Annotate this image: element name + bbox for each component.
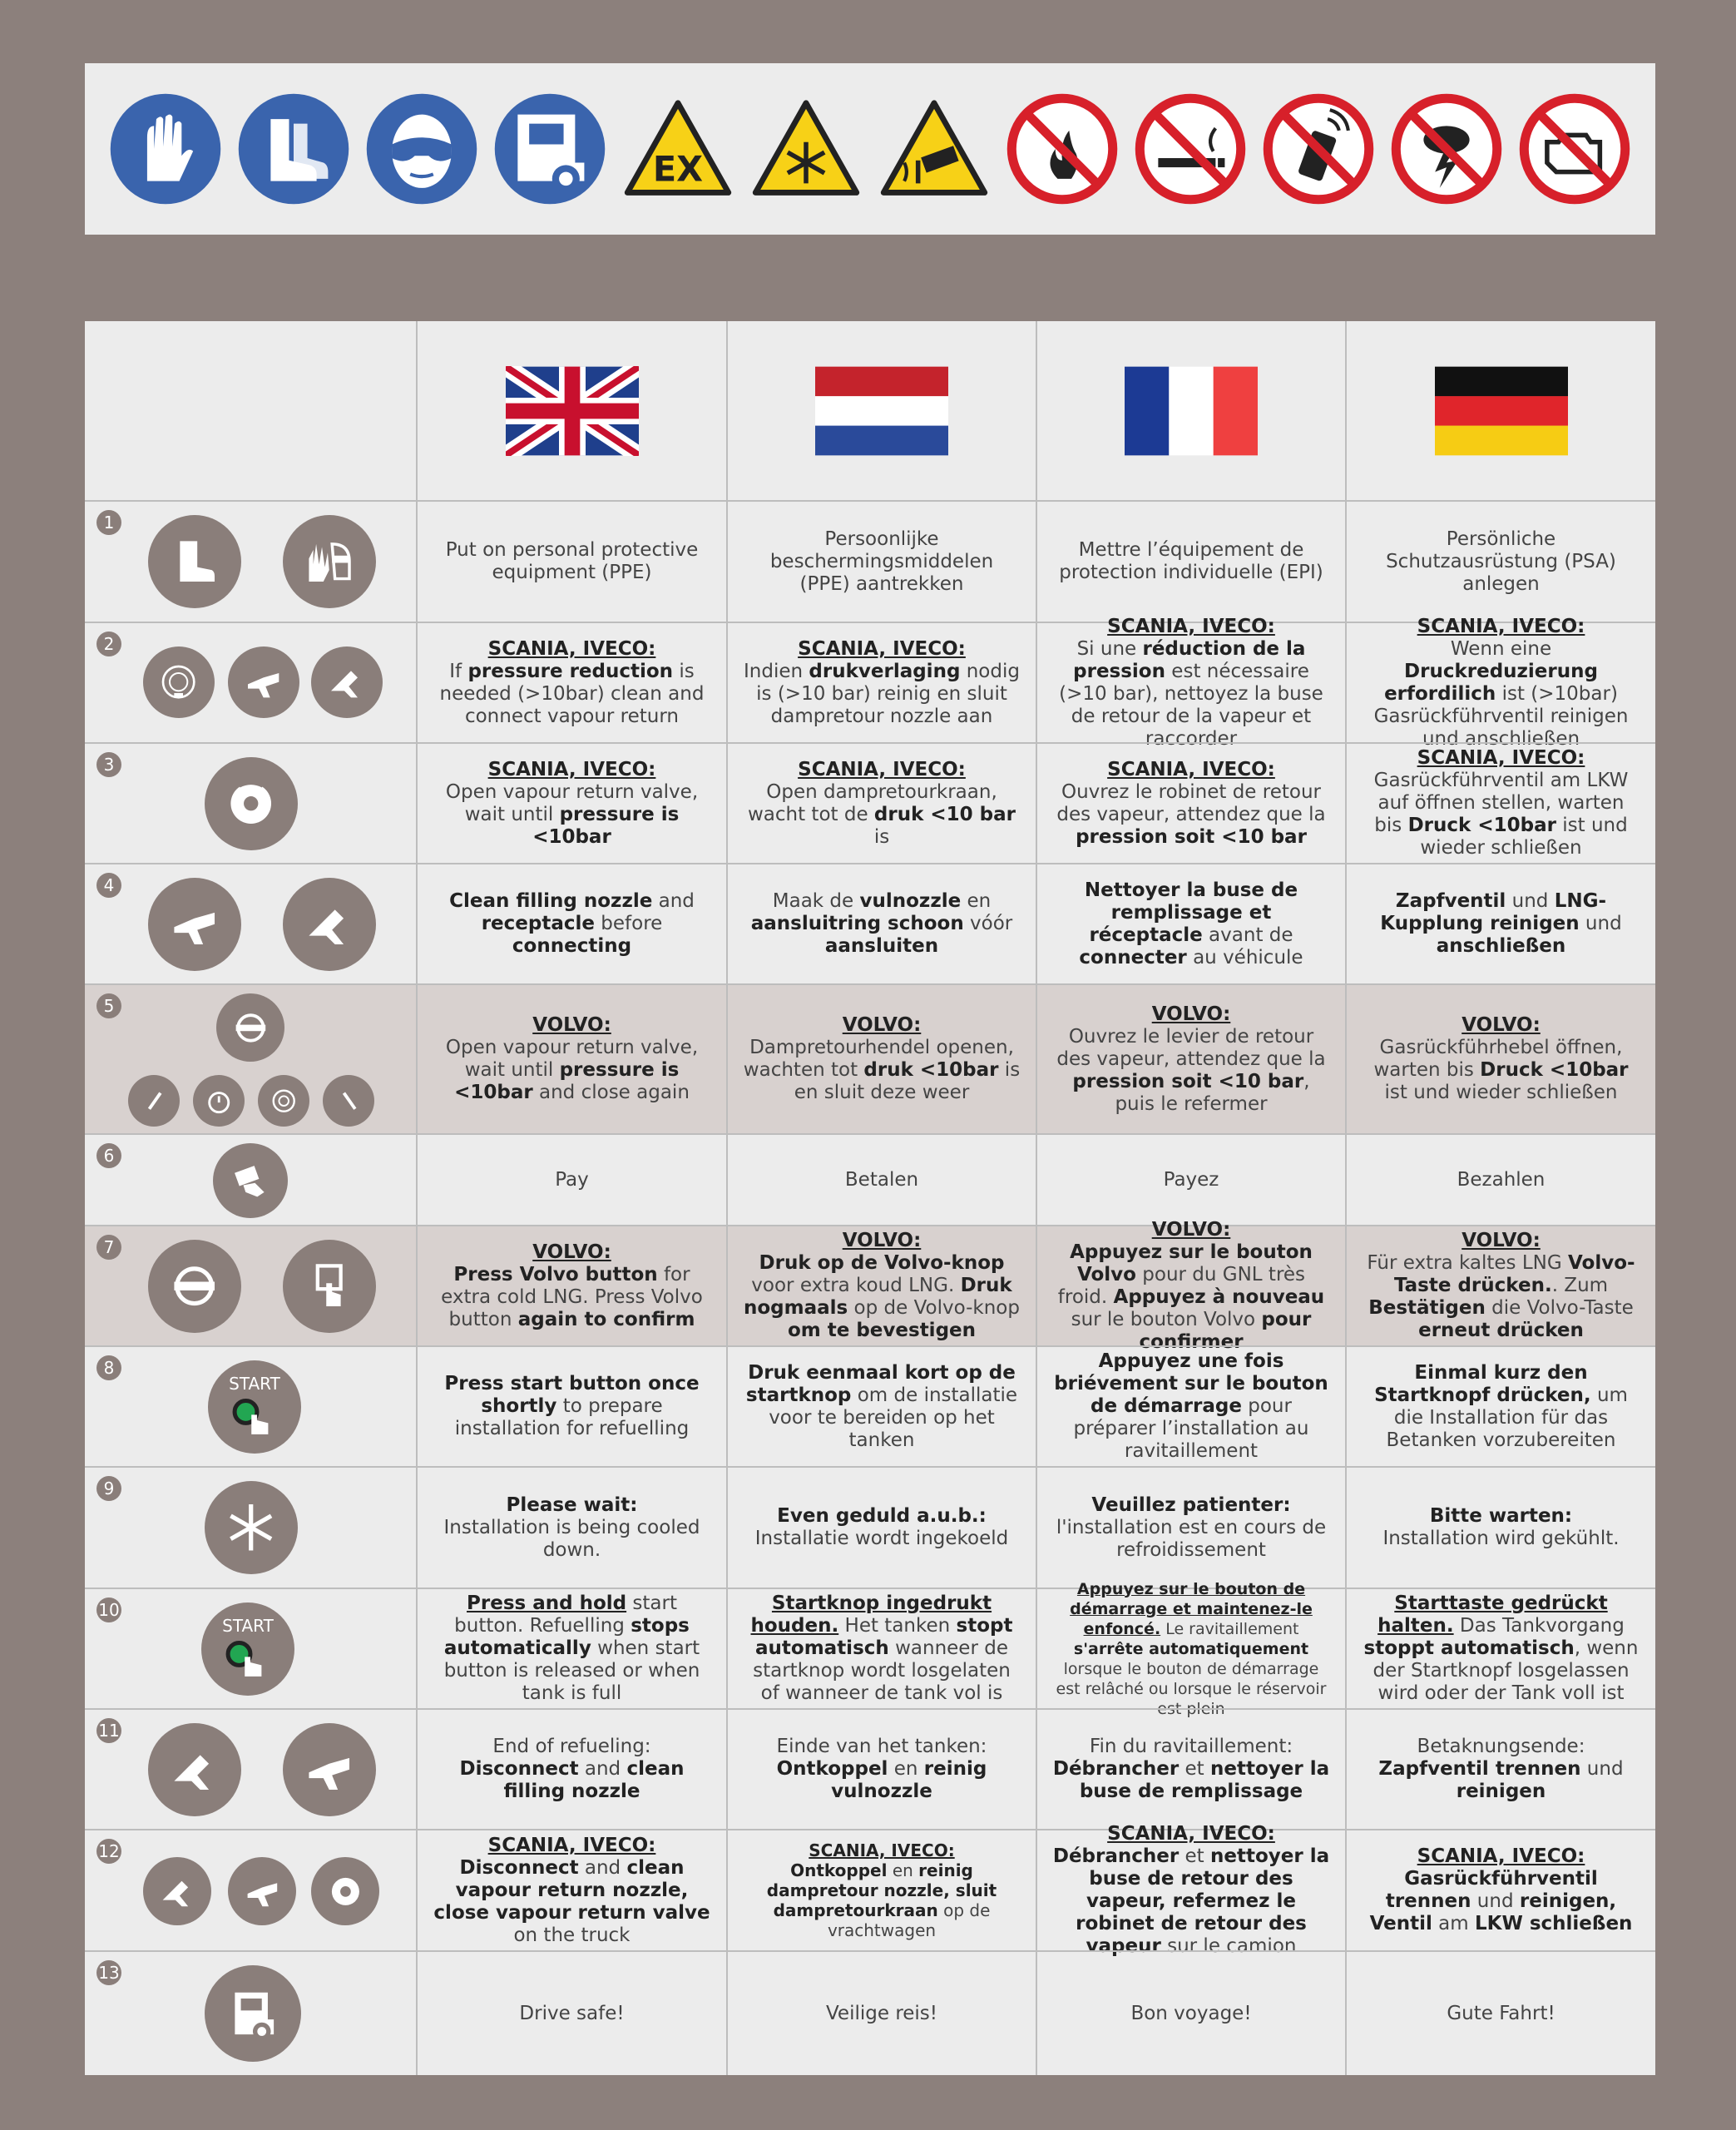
step-6-en: Pay xyxy=(416,1135,726,1225)
step-number: 9 xyxy=(96,1476,121,1501)
step-8-nl: Druk eenmaal kort op de startknop om de installatie voor te bereiden op het tanken xyxy=(726,1347,1036,1466)
step-2-de: SCANIA, IVECO: Wenn eine Druckreduzierung erfordilich ist (>10bar) Gasrückführventil reinigen und anschließen xyxy=(1345,623,1655,742)
step-3-en: SCANIA, IVECO: Open vapour return valve, wait until pressure is <10bar xyxy=(416,744,726,863)
start-label: START xyxy=(229,1374,280,1394)
pressure-gauge-icon xyxy=(258,1075,309,1127)
svg-text:EX: EX xyxy=(652,149,704,190)
step-4-nl: Maak de vulnozzle en aansluitring schoon vóór aansluiten xyxy=(726,864,1036,983)
fr-flag-icon xyxy=(1125,366,1258,456)
nozzle-clean-icon xyxy=(283,1723,376,1816)
step-9-fr: Veuillez patienter: l'installation est en cours de refroidissement xyxy=(1036,1468,1345,1588)
pay-card-icon xyxy=(213,1143,288,1218)
step-5-en: VOLVO: Open vapour return valve, wait until pressure is <10bar and close again xyxy=(416,985,726,1133)
press-button-icon xyxy=(283,1240,376,1333)
step-10-en: Press and hold start button. Refuelling stops automatically when start button is released or when tank is full xyxy=(416,1589,726,1708)
step-number: 12 xyxy=(96,1839,121,1864)
volvo-button-icon xyxy=(148,1240,241,1333)
step-row-13 xyxy=(85,1950,1655,2075)
step-4-fr: Nettoyer la buse de remplissage et réceptacle avant de connecter au véhicule xyxy=(1036,864,1345,983)
step-row-2 xyxy=(85,615,1655,750)
step-4-en: Clean filling nozzle and receptacle before connecting xyxy=(416,864,726,983)
step-number: 2 xyxy=(96,632,121,656)
step-11-nl: Einde van het tanken: Ontkoppel en reinig vulnozzle xyxy=(726,1710,1036,1829)
camera-warning-icon xyxy=(877,92,992,206)
step-2-nl: SCANIA, IVECO: Indien drukverlaging nodig is (>10 bar) reinig en sluit dampretour nozzle aan xyxy=(726,623,1036,742)
language-header-row xyxy=(85,321,1655,500)
lever-close-icon xyxy=(323,1075,374,1127)
step-number: 8 xyxy=(96,1355,121,1380)
step-10-nl: Startknop ingedrukt houden. Het tanken stopt automatisch wanneer de startknop wordt losgelaten of wanneer de tank vol is xyxy=(726,1589,1036,1708)
step-row-10 xyxy=(85,1579,1655,1718)
step-8-en: Press start button once shortly to prepare installation for refuelling xyxy=(416,1347,726,1466)
valve-close-icon xyxy=(311,1857,379,1925)
step-3-nl: SCANIA, IVECO: Open dampretourkraan, wacht tot de druk <10 bar is xyxy=(726,744,1036,863)
step-5-de: VOLVO: Gasrückführhebel öffnen, warten bis Druck <10bar ist und wieder schließen xyxy=(1345,985,1655,1133)
gloves-faceshield-icon xyxy=(283,515,376,608)
no-phone-icon xyxy=(1261,92,1376,206)
step-11-fr: Fin du ravitaillement: Débrancher et nettoyer la buse de remplissage xyxy=(1036,1710,1345,1829)
receptacle-clean-icon xyxy=(283,878,376,971)
boots-icon xyxy=(148,515,241,608)
pressure-gauge-icon xyxy=(143,646,215,718)
english-column-header xyxy=(416,321,726,500)
step-9-de: Bitte warten: Installation wird gekühlt. xyxy=(1345,1468,1655,1588)
step-number: 3 xyxy=(96,752,121,777)
no-engine-icon xyxy=(1517,92,1632,206)
nozzle-clean-icon xyxy=(148,878,241,971)
start-label: START xyxy=(222,1616,274,1636)
step-9-en: Please wait: Installation is being cooled down. xyxy=(416,1468,726,1588)
step-1-nl: Persoonlijke beschermingsmiddelen (PPE) aantrekken xyxy=(726,502,1036,622)
step-7-en: VOLVO: Press Volvo button for extra cold LNG. Press Volvo button again to confirm xyxy=(416,1226,726,1345)
lever-open-icon xyxy=(128,1075,180,1127)
step-number: 10 xyxy=(96,1598,121,1622)
step-1-fr: Mettre l’équipement de protection individuelle (EPI) xyxy=(1036,502,1345,622)
de-flag-icon xyxy=(1435,366,1568,456)
step-10-fr: Appuyez sur le bouton de démarrage et maintenez-le enfoncé. Le ravitaillement s'arrête automatiquement lorsque le bouton de démarrage est relâché ou lorsque le réservoir est plein xyxy=(1036,1589,1345,1708)
step-2-en: SCANIA, IVECO: If pressure reduction is needed (>10bar) clean and connect vapour return xyxy=(416,623,726,742)
nl-flag-icon xyxy=(815,366,948,456)
snowflake-icon xyxy=(205,1481,298,1574)
nozzle-clean-icon xyxy=(228,1857,296,1925)
step-11-en: End of refueling: Disconnect and clean filling nozzle xyxy=(416,1710,726,1829)
nozzle-disconnect-icon xyxy=(143,1857,211,1925)
goggles-icon xyxy=(364,92,479,206)
step-6-de: Bezahlen xyxy=(1345,1135,1655,1225)
step-6-nl: Betalen xyxy=(726,1135,1036,1225)
german-column-header xyxy=(1345,321,1655,500)
step-5-nl: VOLVO: Dampretourhendel openen, wachten tot druk <10bar is en sluit deze weer xyxy=(726,985,1036,1133)
step-row-7 xyxy=(85,1218,1655,1353)
gloves-icon xyxy=(108,92,223,206)
truck-drive-icon xyxy=(205,1965,301,2062)
step-11-de: Betaknungsende: Zapfventil trennen und reinigen xyxy=(1345,1710,1655,1829)
step-6-fr: Payez xyxy=(1036,1135,1345,1225)
dutch-column-header xyxy=(726,321,1036,500)
step-number: 7 xyxy=(96,1235,121,1260)
step-12-fr: SCANIA, IVECO: Débrancher et nettoyer la buse de retour des vapeur, refermez le robinet de retour des vapeur sur le camion xyxy=(1036,1830,1345,1950)
step-row-9 xyxy=(85,1466,1655,1588)
step-8-fr: Appuyez une fois briévement sur le bouton de démarrage pour préparer l’installation au ravitaillement xyxy=(1036,1347,1345,1466)
ex-warning-icon xyxy=(621,92,735,206)
step-13-nl: Veilige reis! xyxy=(726,1952,1036,2075)
step-5-fr: VOLVO: Ouvrez le levier de retour des vapeur, attendez que la pression soit <10 bar, puis le refermer xyxy=(1036,985,1345,1133)
step-row-11 xyxy=(85,1708,1655,1829)
safety-signs-banner xyxy=(85,63,1655,235)
step-4-de: Zapfventil und LNG-Kupplung reinigen und anschließen xyxy=(1345,864,1655,983)
step-9-nl: Even geduld a.u.b.: Installatie wordt ingekoeld xyxy=(726,1468,1036,1588)
step-row-6 xyxy=(85,1133,1655,1225)
step-row-12 xyxy=(85,1823,1655,1957)
start-button-hold-icon xyxy=(201,1602,294,1696)
no-smoking-icon xyxy=(1133,92,1248,206)
step-row-5 xyxy=(85,983,1655,1133)
instruction-table xyxy=(85,321,1655,2075)
volvo-logo-icon xyxy=(216,993,284,1062)
nozzle-clean-icon xyxy=(228,646,299,718)
step-number: 4 xyxy=(96,873,121,898)
step-12-nl: SCANIA, IVECO: Ontkoppel en reinig dampretour nozzle, sluit dampretourkraan op de vrachtwagen xyxy=(726,1830,1036,1950)
step-number: 6 xyxy=(96,1143,121,1168)
valve-icon xyxy=(205,757,298,850)
step-3-de: SCANIA, IVECO: Gasrückführventil am LKW auf öffnen stellen, warten bis Druck <10bar ist und wieder schließen xyxy=(1345,744,1655,863)
step-row-4 xyxy=(85,863,1655,983)
nozzle-connect-icon xyxy=(311,646,383,718)
step-row-1 xyxy=(85,500,1655,622)
step-13-de: Gute Fahrt! xyxy=(1345,1952,1655,2075)
start-button-icon xyxy=(208,1360,301,1454)
step-10-de: Starttaste gedrückt halten. Das Tankvorgang stoppt automatisch, wenn der Startknopf losgelassen wird oder der Tank voll ist xyxy=(1345,1589,1655,1708)
timer-icon xyxy=(193,1075,245,1127)
step-8-de: Einmal kurz den Startknopf drücken, um die Installation für das Betanken vorzubereiten xyxy=(1345,1347,1655,1466)
french-column-header xyxy=(1036,321,1345,500)
step-3-fr: SCANIA, IVECO: Ouvrez le robinet de retour des vapeur, attendez que la pression soit <10 bar xyxy=(1036,744,1345,863)
step-1-de: Persönliche Schutzausrüstung (PSA) anlegen xyxy=(1345,502,1655,622)
step-13-en: Drive safe! xyxy=(416,1952,726,2075)
step-2-fr: SCANIA, IVECO: Si une réduction de la pression est nécessaire (>10 bar), nettoyez la buse de retour de la vapeur et raccorder xyxy=(1036,623,1345,742)
step-7-de: VOLVO: Für extra kaltes LNG Volvo-Taste drücken.. Zum Bestätigen die Volvo-Taste erneut drücken xyxy=(1345,1226,1655,1345)
cold-warning-icon xyxy=(749,92,863,206)
step-7-fr: VOLVO: Appuyez sur le bouton Volvo pour du GNL très froid. Appuyez à nouveau sur le bouton Volvo pour confirmer xyxy=(1036,1226,1345,1345)
step-number: 5 xyxy=(96,993,121,1018)
step-row-3 xyxy=(85,742,1655,863)
nozzle-disconnect-icon xyxy=(148,1723,241,1816)
uk-flag-icon xyxy=(506,366,639,456)
no-lightning-icon xyxy=(1389,92,1504,206)
step-12-en: SCANIA, IVECO: Disconnect and clean vapour return nozzle, close vapour return valve on the truck xyxy=(416,1830,726,1950)
step-13-fr: Bon voyage! xyxy=(1036,1952,1345,2075)
boots-icon xyxy=(236,92,351,206)
step-7-nl: VOLVO: Druk op de Volvo-knop voor extra koud LNG. Druk nogmaals op de Volvo-knop om te bevestigen xyxy=(726,1226,1036,1345)
step-row-8 xyxy=(85,1345,1655,1466)
truck-icon xyxy=(492,92,607,206)
step-number: 1 xyxy=(96,510,121,535)
step-number: 11 xyxy=(96,1718,121,1743)
step-1-en: Put on personal protective equipment (PPE) xyxy=(416,502,726,622)
step-12-de: SCANIA, IVECO: Gasrückführventil trennen und reinigen, Ventil am LKW schließen xyxy=(1345,1830,1655,1950)
step-number: 13 xyxy=(96,1960,121,1985)
no-fire-icon xyxy=(1005,92,1120,206)
